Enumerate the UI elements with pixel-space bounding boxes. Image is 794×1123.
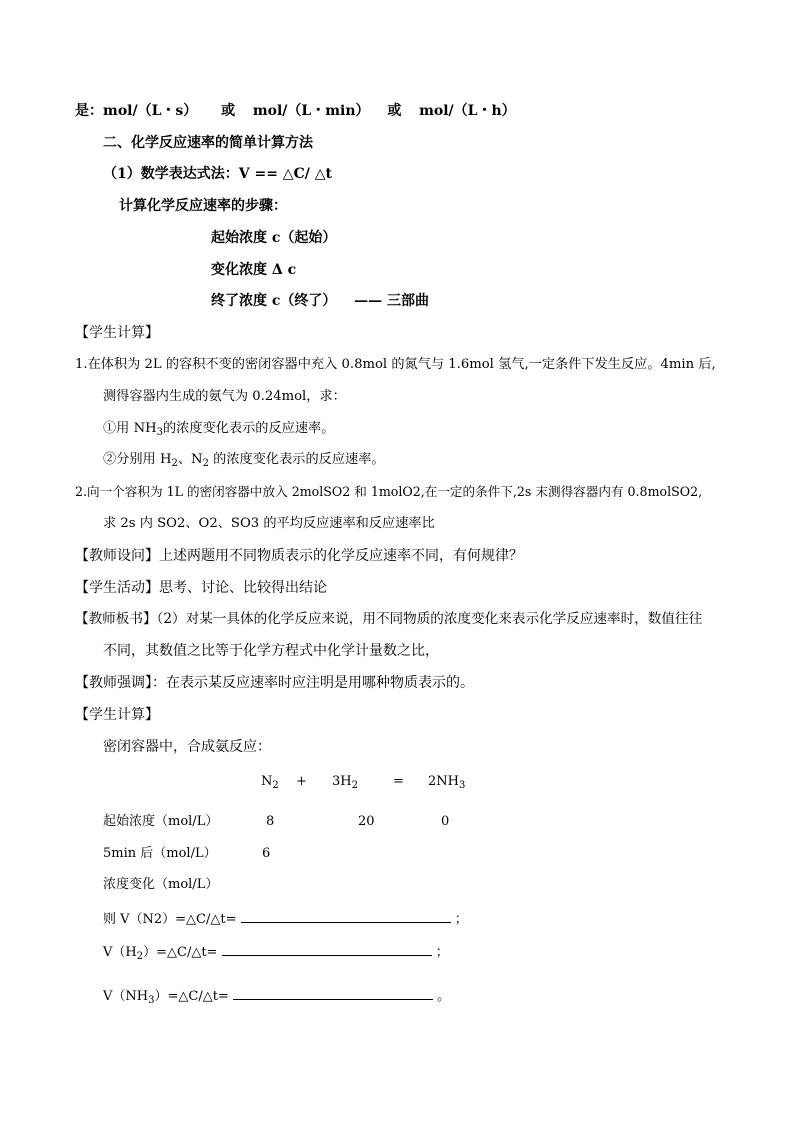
step-start-concentration: 起始浓度 c（起始）: [211, 230, 337, 246]
step-end-concentration: [211, 292, 429, 310]
teacher-emphasis: 【教师强调】：在表示某反应速率时应注明是用哪种物质表示的。: [75, 675, 474, 691]
section-2-title: 二、化学反应速率的简单计算方法: [103, 135, 313, 151]
answer-v-nh3-end: 。: [437, 989, 451, 1004]
eq-nh3-subscript: 3: [458, 780, 466, 791]
step-change-concentration: 变化浓度 Δ c: [211, 262, 297, 278]
eq-n2-symbol: N: [261, 774, 273, 789]
teacher-question: 【教师设问】上述两题用不同物质表示的化学反应速率不同，有何规律？: [75, 548, 523, 564]
q1-sub2-post: 的浓度变化表示的反应速率。: [208, 452, 385, 467]
teacher-board-line-2: 不同，其数值之比等于化学方程式中化学计量数之比，: [103, 643, 439, 659]
answer-v-h2-post: ）=△C/△t=: [143, 945, 218, 960]
q1-sub1-subscript: 3: [156, 427, 163, 438]
row-5min-n2: 6: [262, 846, 271, 861]
steps-title: 计算化学反应速率的步骤：: [119, 198, 287, 214]
teacher-board-line-1: 【教师板书】（2）对某一具体的化学反应来说，用不同物质的浓度变化来表示化学反应速率时，数值往往: [75, 611, 703, 627]
answer-v-h2-pre: V（H: [103, 945, 137, 960]
eq-h2-subscript: 2: [351, 780, 358, 791]
row-initial-h2: 20: [358, 814, 375, 829]
step-end-text: 终了浓度 c（终了）: [211, 293, 337, 309]
answer-v-nh3: [103, 985, 450, 1006]
equation-n2: [261, 773, 279, 791]
q1-sub2-subscript-2: 2: [202, 458, 209, 469]
q1-sub2-pre: ②分别用 H: [103, 452, 172, 467]
answer-v-nh3-blank[interactable]: [233, 985, 433, 1000]
answer-v-h2: [103, 941, 449, 962]
answer-v-nh3-pre: V（NH: [103, 989, 149, 1004]
answer-v-nh3-subscript: 3: [148, 995, 155, 1006]
student-calc-heading-1: 【学生计算】: [75, 325, 159, 341]
answer-v-n2-label: 则 V（N2）=△C/△t=: [103, 912, 237, 927]
q1-sub2-mid: 、N: [177, 452, 203, 467]
equation-equals: =: [393, 774, 404, 789]
answer-v-n2: [103, 908, 468, 929]
ammonia-intro: 密闭容器中，合成氨反应：: [103, 739, 271, 755]
answer-v-h2-subscript: 2: [136, 951, 144, 962]
answer-v-h2-end: ；: [435, 945, 449, 960]
step-end-suffix: —— 三部曲: [354, 293, 430, 309]
answer-v-n2-end: ；: [454, 912, 468, 927]
question-2-line-2: 求 2s 内 SO2、O2、SO3 的平均反应速率和反应速率比: [103, 516, 435, 531]
row-initial-n2: 8: [266, 814, 275, 829]
equation-nh3: [428, 773, 465, 791]
answer-v-h2-blank[interactable]: [222, 941, 432, 956]
eq-nh3-symbol: 2NH: [428, 774, 459, 789]
units-or-2: 或: [387, 103, 402, 119]
row-change-label: 浓度变化（mol/L）: [103, 877, 219, 892]
question-2-line-1: 2.向一个容积为 1L 的密闭容器中放入 2molSO2 和 1molO2,在一定的条件下,2s 末测得容器内有 0.8molSO2,: [75, 484, 703, 499]
q1-sub2-subscript-1: 2: [171, 458, 178, 469]
units-line: [75, 102, 516, 120]
question-1-sub-2: [103, 451, 385, 469]
units-min: mol/（L・min）: [252, 103, 370, 119]
eq-h2-symbol: 3H: [332, 774, 352, 789]
row-initial-label: 起始浓度（mol/L）: [103, 814, 219, 829]
equation-h2: [332, 773, 358, 791]
equation-plus: +: [296, 774, 307, 789]
question-1-line-2: 测得容器内生成的氨气为 0.24mol，求：: [103, 389, 346, 404]
student-calc-heading-2: 【学生计算】: [75, 707, 159, 723]
method-1-formula: （1）数学表达式法：V == △C/ △t: [103, 166, 332, 182]
question-1-line-1: 1.在体积为 2L 的容积不变的密闭容器中充入 0.8mol 的氮气与 1.6mol 氢气,一定条件下发生反应。4min 后,: [75, 357, 716, 372]
units-or-1: 或: [221, 103, 236, 119]
row-initial-nh3: 0: [441, 814, 450, 829]
question-1-sub-1: [103, 420, 334, 438]
eq-n2-subscript: 2: [272, 780, 279, 791]
answer-v-n2-blank[interactable]: [241, 908, 451, 923]
q1-sub1-post: 的浓度变化表示的反应速率。: [162, 421, 335, 436]
units-hour: mol/（L・h）: [419, 103, 516, 119]
row-5min-label: 5min 后（mol/L）: [103, 846, 217, 861]
units-prefix: 是：mol/（L・s）: [75, 103, 198, 119]
q1-sub1-pre: ①用 NH: [103, 421, 157, 436]
answer-v-nh3-post: ）=△C/△t=: [154, 989, 229, 1004]
student-activity: 【学生活动】思考、讨论、比较得出结论: [75, 580, 327, 596]
